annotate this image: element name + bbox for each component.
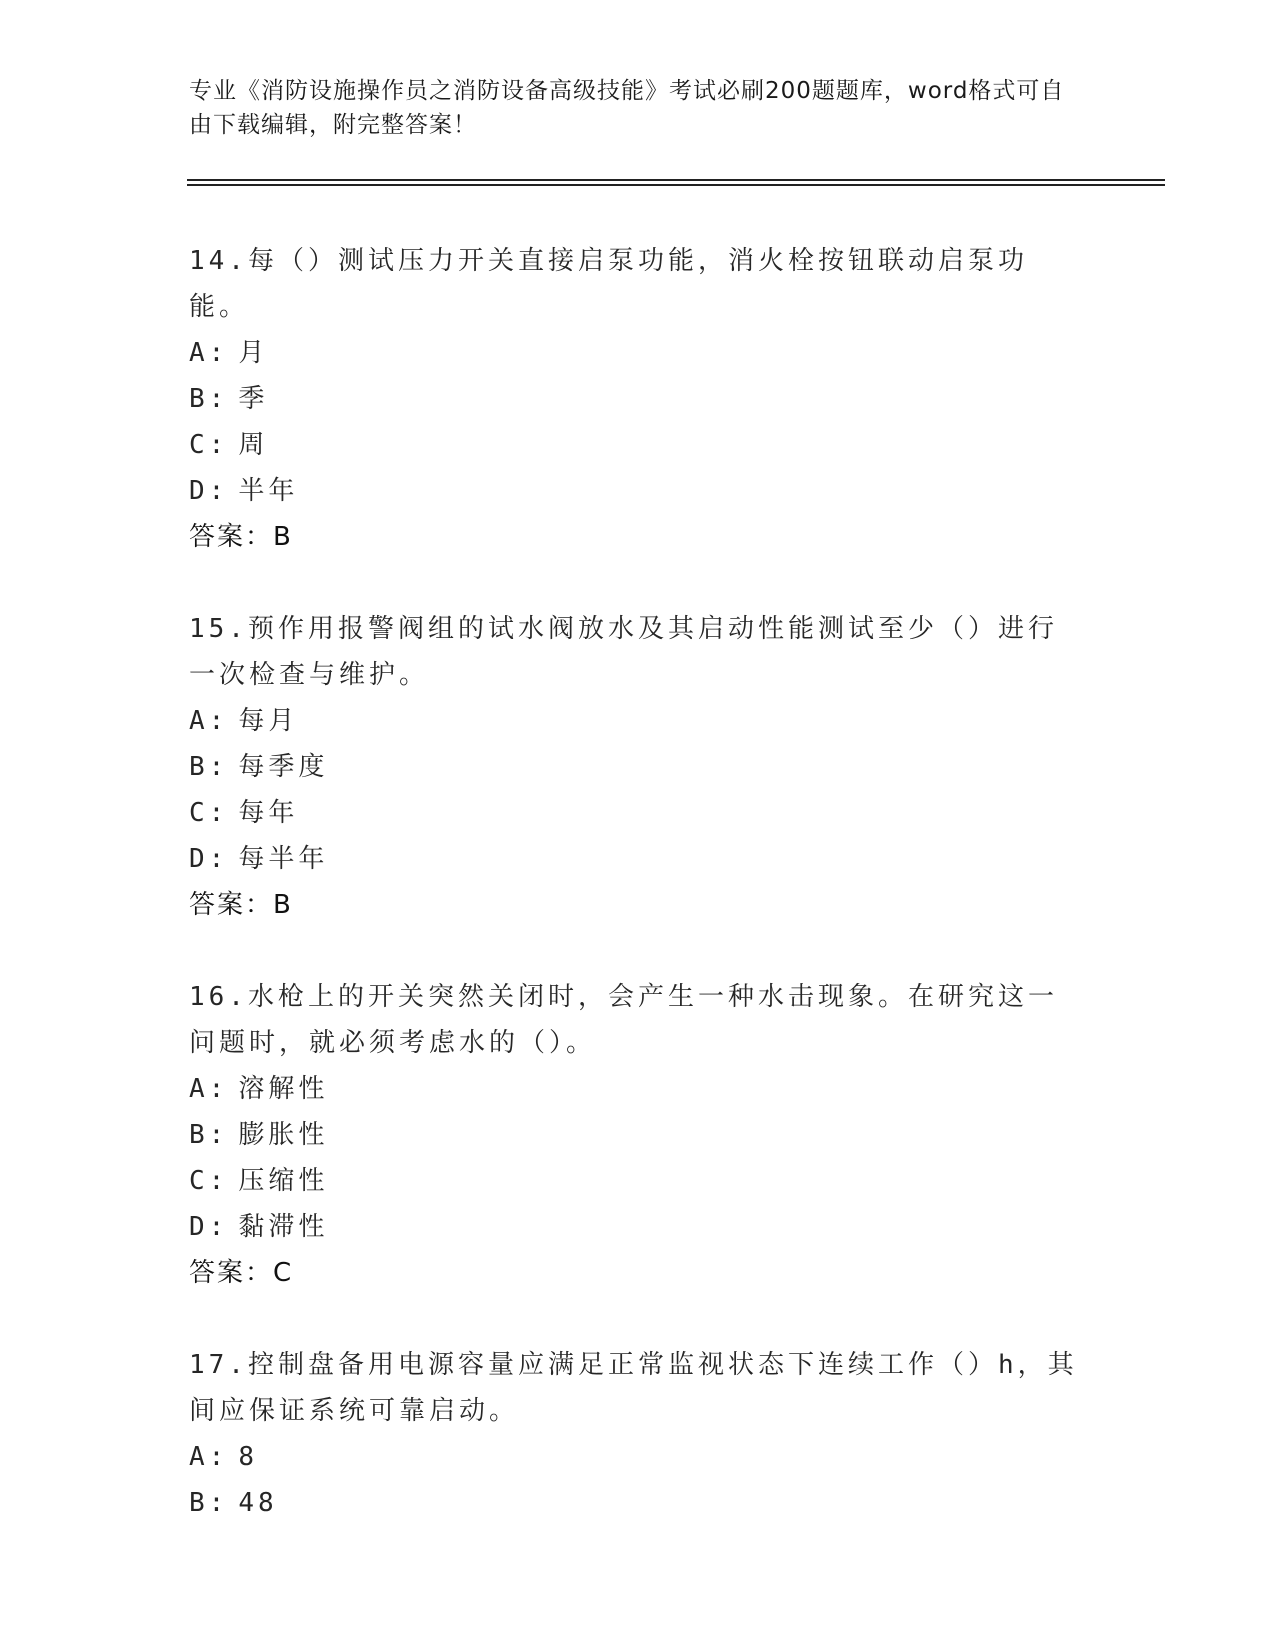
option-text: 每半年 [238,844,329,874]
option-separator: : [208,1488,229,1518]
option-separator: : [208,1442,229,1472]
header-divider-top [187,179,1165,181]
option-text: 每季度 [238,752,329,782]
option-b [189,744,1089,790]
question-text: 14.每（）测试压力开关直接启泵功能，消火栓按钮联动启泵功能。 [189,246,1028,322]
option-text: 月 [238,338,269,368]
option-letter: C [189,798,209,828]
question-16 [189,974,1089,1296]
option-separator: : [208,338,229,368]
option-b [189,1480,1089,1526]
option-text: 48 [238,1488,278,1518]
question-text: 17.控制盘备用电源容量应满足正常监视状态下连续工作（）h，其间应保证系统可靠启动。 [189,1350,1078,1426]
option-letter: B [189,1488,209,1518]
option-text: 周 [238,430,269,460]
option-a [189,698,1089,744]
header-text: 专业《消防设施操作员之消防设备高级技能》考试必刷200题题库，word格式可自由下载编辑，附完整答案！ [189,78,1065,138]
option-text: 半年 [238,476,299,506]
question-17 [189,1342,1089,1526]
option-letter: A [189,1074,209,1104]
option-a [189,1434,1089,1480]
option-separator: : [208,384,229,414]
option-separator: : [208,1074,229,1104]
option-text: 季 [238,384,269,414]
option-c [189,422,1089,468]
option-separator: : [208,844,229,874]
option-letter: B [189,752,209,782]
option-letter: D [189,844,209,874]
option-letter: A [189,338,209,368]
question-text: 16.水枪上的开关突然关闭时，会产生一种水击现象。在研究这一问题时，就必须考虑水的（）。 [189,982,1058,1058]
option-d [189,1204,1089,1250]
option-letter: B [189,384,209,414]
document-header [189,74,1069,142]
option-d [189,468,1089,514]
option-separator: : [208,1212,229,1242]
option-text: 每月 [238,706,299,736]
option-separator: : [208,752,229,782]
option-letter: B [189,1120,209,1150]
option-letter: A [189,706,209,736]
option-text: 压缩性 [238,1166,329,1196]
option-text: 黏滞性 [238,1212,329,1242]
option-separator: : [208,706,229,736]
question-text: 15.预作用报警阀组的试水阀放水及其启动性能测试至少（）进行一次检查与维护。 [189,614,1058,690]
header-divider-bottom [187,184,1165,186]
option-text: 8 [238,1442,258,1472]
answer-text: 答案：B [189,890,293,920]
option-letter: D [189,1212,209,1242]
answer-text: 答案：B [189,522,293,552]
answer-text: 答案：C [189,1258,294,1288]
option-letter: C [189,430,209,460]
option-separator: : [208,1120,229,1150]
option-text: 膨胀性 [238,1120,329,1150]
option-c [189,790,1089,836]
option-separator: : [208,798,229,828]
option-text: 每年 [238,798,299,828]
option-b [189,376,1089,422]
option-b [189,1112,1089,1158]
option-letter: D [189,476,209,506]
option-separator: : [208,430,229,460]
question-15 [189,606,1089,928]
option-c [189,1158,1089,1204]
question-14 [189,238,1089,560]
option-d [189,836,1089,882]
option-a [189,1066,1089,1112]
question-list [189,238,1089,1572]
option-a [189,330,1089,376]
option-letter: C [189,1166,209,1196]
option-letter: A [189,1442,209,1472]
option-separator: : [208,476,229,506]
option-text: 溶解性 [238,1074,329,1104]
option-separator: : [208,1166,229,1196]
